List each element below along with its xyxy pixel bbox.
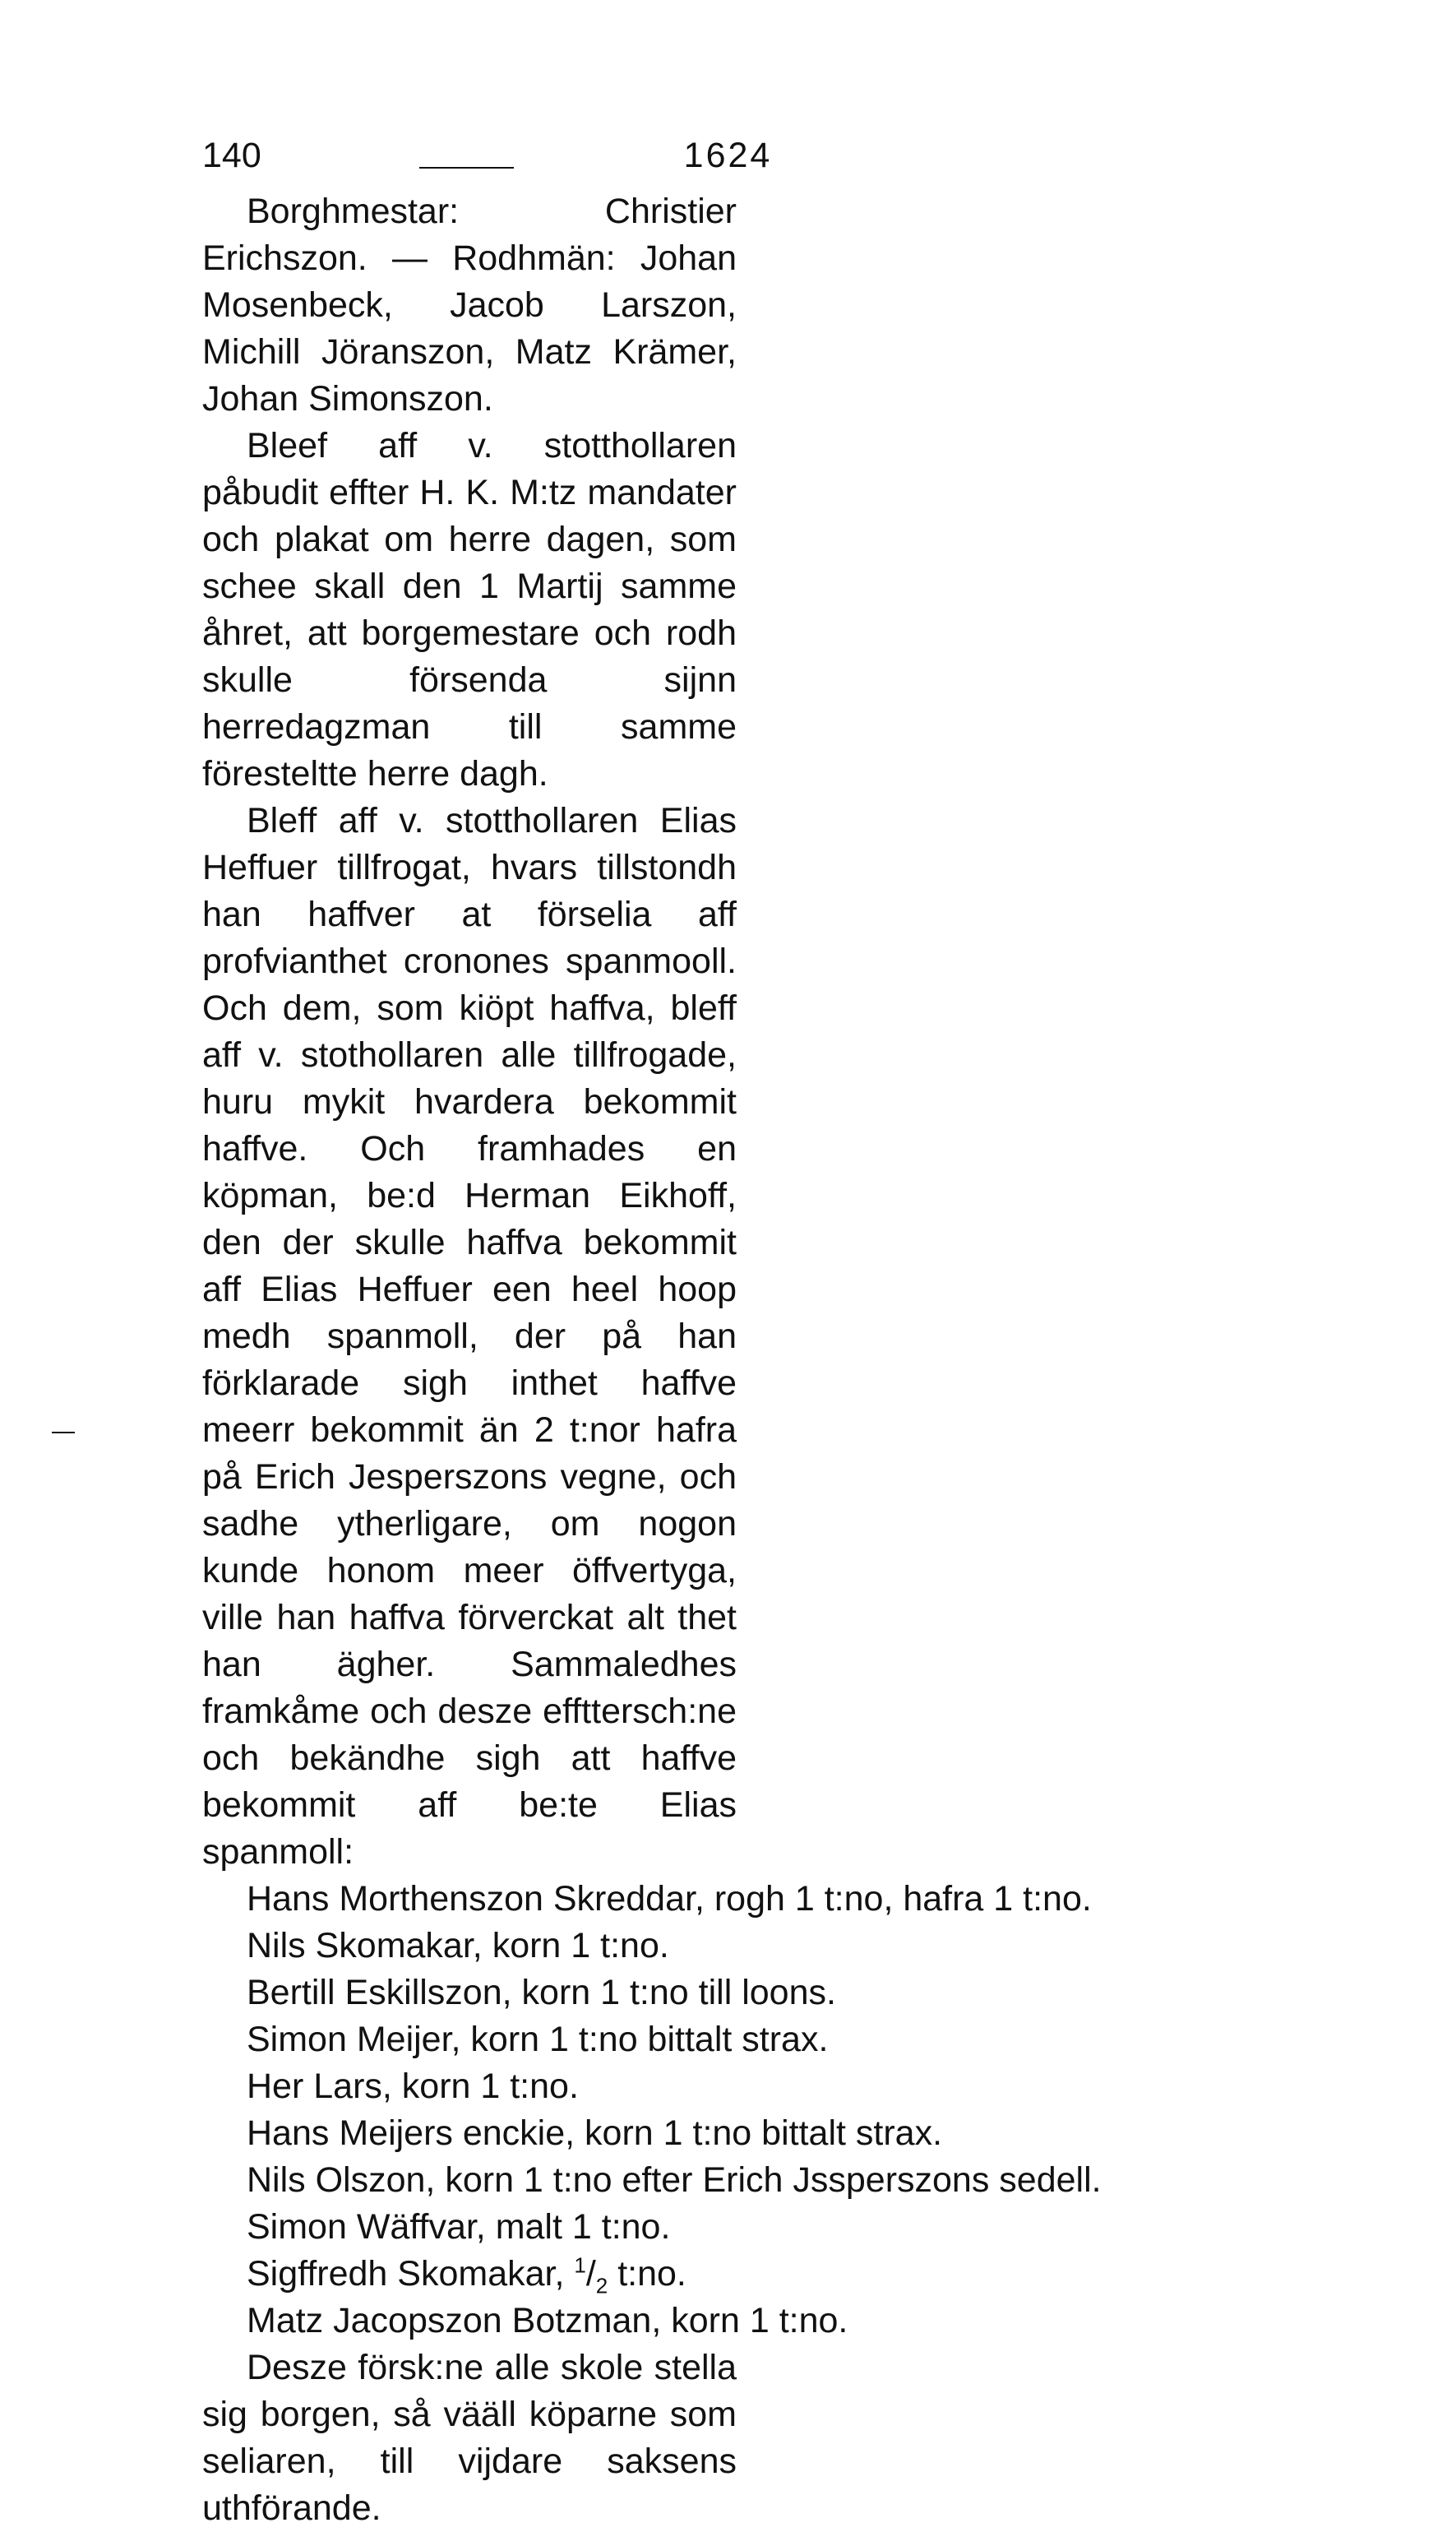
list-item: Nils Olszon, korn 1 t:no efter Erich Jssperszons sedell. (247, 2160, 1102, 2200)
fraction-slash: / (585, 2254, 596, 2294)
list-item: Matz Jacopszon Botzman, korn 1 t:no. (247, 2301, 848, 2340)
page-number: 140 (202, 136, 261, 175)
list-item-text: Sigffredh Skomakar, (247, 2254, 575, 2294)
fraction (574, 2252, 608, 2298)
paragraph-spanmoll: Bleff aff v. stotthollaren Elias Heffuer tillfrogat, hvars tillstondh han haffver at förselia aff profvianthet cronones spanmooll. Och dem, som kiöpt haffva, bleff aff v. stothollaren alle tillfrogade, huru mykit hvardera bekommit haffve. Och framhades en köpman, be:d Herman Eikhoff, den der skulle haffva bekommit aff Elias Heffuer een heel hoop medh spanmoll, der på han förklarade sigh inthet haffve meerr bekommit än 2 t:nor hafra på Erich Jesperszons vegne, och sadhe ytherligare, om nogon kunde honom meer öffvertyga, ville han haffva förverckat alt thet han ägher. Sammaledhes framkåme och desze effttersch:ne och bekändhe sigh att haffve bekommit aff be:te Elias spanmoll: (202, 801, 737, 1872)
header-rule (419, 167, 514, 169)
buyers-list (202, 1876, 1102, 2345)
text-body (202, 188, 1102, 2532)
list-item: Simon Wäffvar, malt 1 t:no. (247, 2207, 671, 2247)
footer-rule (52, 1432, 75, 1433)
list-item: Nils Skomakar, korn 1 t:no. (247, 1926, 669, 1965)
paragraph-council: Borghmestar: Christier Erichszon. — Rodhmän: Johan Mosenbeck, Jacob Larszon, Michill Jöranszon, Matz Krämer, Johan Simonszon. (202, 192, 737, 419)
paragraph-herredag: Bleef aff v. stotthollaren påbudit effter H. K. M:tz mandater och plakat om herre dagen, som schee skall den 1 Martij samme åhret, att borgemestare och rodh skulle försenda sijnn herredagzman till samme föresteltte herre dagh. (202, 426, 737, 794)
list-item: Hans Meijers enckie, korn 1 t:no bittalt strax. (247, 2113, 943, 2153)
fraction-denominator: 2 (595, 2273, 608, 2298)
fraction-numerator: 1 (574, 2252, 586, 2278)
list-item-text: t:no. (608, 2254, 686, 2294)
list-item: Bertill Eskillszon, korn 1 t:no till loons. (247, 1973, 836, 2012)
running-head-year: 1624 (683, 136, 773, 175)
list-item: Hans Morthenszon Skreddar, rogh 1 t:no, hafra 1 t:no. (247, 1879, 1092, 1919)
list-item: Her Lars, korn 1 t:no. (247, 2067, 579, 2106)
paragraph-closing: Desze försk:ne alle skole stella sig borgen, så vääll köparne som seliaren, till vijdare saksens uthförande. (202, 2348, 737, 2528)
list-item: Simon Meijer, korn 1 t:no bittalt strax. (247, 2020, 829, 2059)
